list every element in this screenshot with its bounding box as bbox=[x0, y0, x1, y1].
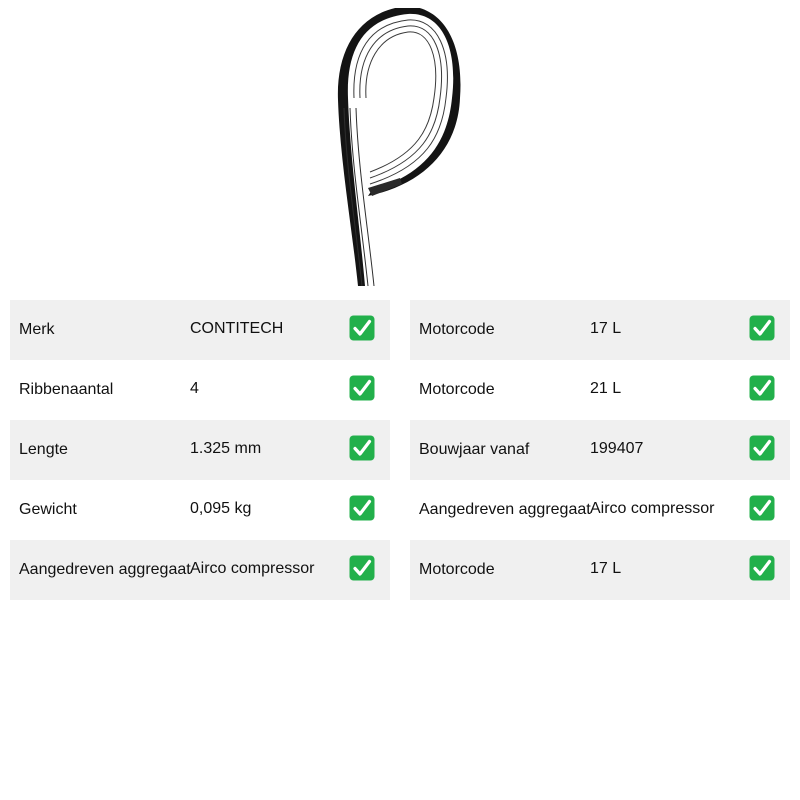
spec-value: 17 L bbox=[590, 320, 622, 337]
table-row bbox=[410, 420, 790, 480]
table-row bbox=[410, 300, 790, 360]
belt-product-image bbox=[330, 8, 470, 288]
check-mark-icon bbox=[749, 555, 775, 581]
check-mark-icon bbox=[349, 555, 375, 581]
spec-label: Aangedreven aggregaat bbox=[19, 561, 191, 578]
spec-table-left bbox=[10, 300, 390, 600]
spec-label: Gewicht bbox=[19, 501, 77, 518]
spec-label: Motorcode bbox=[419, 561, 495, 578]
table-row bbox=[410, 360, 790, 420]
spec-table-right bbox=[410, 300, 790, 600]
spec-value: Airco compressor bbox=[590, 500, 715, 517]
check-mark-icon bbox=[749, 495, 775, 521]
table-row bbox=[10, 360, 390, 420]
check-mark-icon bbox=[749, 315, 775, 341]
table-row bbox=[10, 300, 390, 360]
spec-label: Lengte bbox=[19, 441, 68, 458]
check-mark-icon bbox=[349, 495, 375, 521]
spec-value: 4 bbox=[190, 380, 199, 397]
check-mark-icon bbox=[349, 435, 375, 461]
spec-label: Ribbenaantal bbox=[19, 381, 114, 398]
spec-value: CONTITECH bbox=[190, 320, 284, 337]
table-row bbox=[410, 480, 790, 540]
spec-label: Motorcode bbox=[419, 321, 495, 338]
table-row bbox=[10, 480, 390, 540]
spec-label: Bouwjaar vanaf bbox=[419, 441, 530, 458]
check-mark-icon bbox=[349, 375, 375, 401]
table-row bbox=[410, 540, 790, 600]
table-row bbox=[10, 540, 390, 600]
spec-value: 0,095 kg bbox=[190, 500, 252, 517]
spec-value: Airco compressor bbox=[190, 560, 315, 577]
check-mark-icon bbox=[349, 315, 375, 341]
spec-value: 199407 bbox=[590, 440, 644, 457]
spec-label: Aangedreven aggregaat bbox=[419, 501, 591, 518]
spec-label: Merk bbox=[19, 321, 55, 338]
table-row bbox=[10, 420, 390, 480]
spec-value: 21 L bbox=[590, 380, 622, 397]
spec-value: 17 L bbox=[590, 560, 622, 577]
spec-label: Motorcode bbox=[419, 381, 495, 398]
spec-value: 1.325 mm bbox=[190, 440, 262, 457]
check-mark-icon bbox=[749, 375, 775, 401]
check-mark-icon bbox=[749, 435, 775, 461]
